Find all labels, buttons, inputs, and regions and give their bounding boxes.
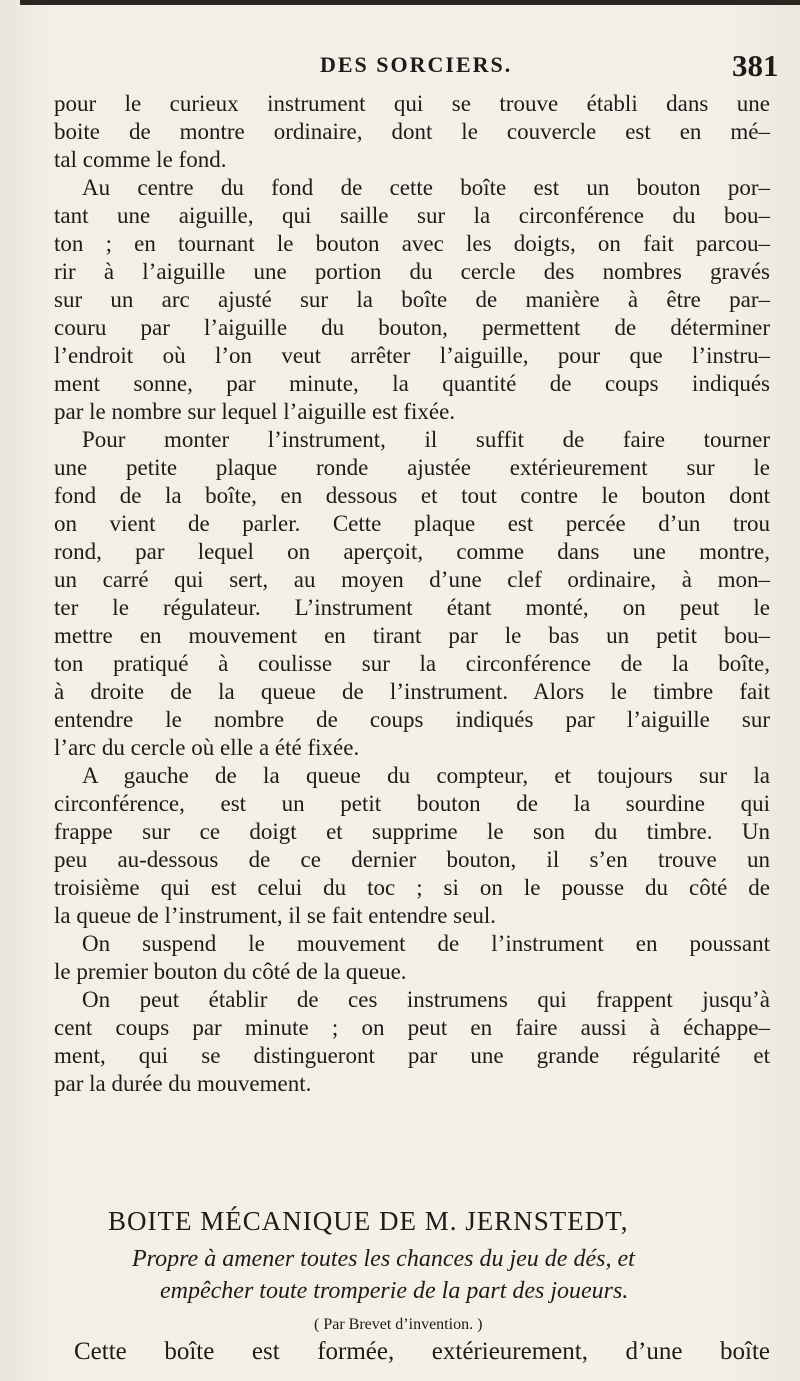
text-line: mettre en mouvement en tirant par le bas un petit bou–	[54, 623, 770, 648]
text-line: fond de la boîte, en dessous et tout contre le bouton dont	[54, 483, 770, 508]
text-line: à droite de la queue de l’instrument. Alors le timbre fait	[54, 679, 770, 704]
text-line: ment sonne, par minute, la quantité de coups indiqués	[54, 371, 770, 396]
text-line: l’endroit où l’on veut arrêter l’aiguille, pour que l’instru–	[54, 343, 770, 368]
running-title: DES SORCIERS.	[320, 52, 513, 77]
text-line: le premier bouton du côté de la queue.	[54, 959, 407, 984]
section-first-line: Cette boîte est formée, extérieurement, d’une boîte	[74, 1338, 770, 1365]
text-line: rir à l’aiguille une portion du cercle des nombres gravés	[54, 259, 770, 284]
text-line: par le nombre sur lequel l’aiguille est fixée.	[54, 399, 456, 424]
text-line: cent coups par minute ; on peut en faire aussi à échappe–	[54, 1015, 770, 1040]
text-line: tal comme le fond.	[54, 147, 227, 172]
text-line: peu au-dessous de ce dernier bouton, il s’en trouve un	[54, 847, 770, 872]
page-number: 381	[732, 48, 779, 83]
section-heading: BOITE MÉCANIQUE DE M. JERNSTEDT,	[108, 1206, 629, 1236]
running-header	[0, 48, 800, 84]
patent-note: ( Par Brevet d’invention. )	[314, 1316, 483, 1333]
text-line: On peut établir de ces instrumens qui frappent jusqu’à	[82, 987, 770, 1012]
text-line: frappe sur ce doigt et supprime le son du timbre. Un	[54, 819, 770, 844]
text-line: un carré qui sert, au moyen d’une clef ordinaire, à mon–	[54, 567, 770, 592]
text-line: ton pratiqué à coulisse sur la circonférence de la boîte,	[54, 651, 770, 676]
text-line: l’arc du cercle où elle a été fixée.	[54, 735, 360, 760]
text-line: tant une aiguille, qui saille sur la circonférence du bou–	[54, 203, 770, 228]
text-line: A gauche de la queue du compteur, et toujours sur la	[82, 763, 770, 788]
text-line: Pour monter l’instrument, il suffit de faire tourner	[82, 427, 770, 452]
text-line: boite de montre ordinaire, dont le couvercle est en mé–	[54, 119, 770, 144]
text-line: sur un arc ajusté sur la boîte de manière à être par–	[54, 287, 770, 312]
text-line: ment, qui se distingueront par une grande régularité et	[54, 1043, 770, 1068]
section-subtitle-line-2: empêcher toute tromperie de la part des joueurs.	[160, 1278, 629, 1304]
text-line: on vient de parler. Cette plaque est percée d’un trou	[54, 511, 770, 536]
text-line: entendre le nombre de coups indiqués par l’aiguille sur	[54, 707, 770, 732]
text-line: troisième qui est celui du toc ; si on le pousse du côté de	[54, 875, 770, 900]
text-line: une petite plaque ronde ajustée extérieurement sur le	[54, 455, 770, 480]
text-line: Au centre du fond de cette boîte est un bouton por–	[82, 175, 770, 200]
section-subtitle-line-1: Propre à amener toutes les chances du jeu de dés, et	[132, 1246, 635, 1272]
text-line: pour le curieux instrument qui se trouve établi dans une	[54, 91, 770, 116]
text-line: la queue de l’instrument, il se fait entendre seul.	[54, 903, 496, 928]
body-text	[54, 90, 770, 1098]
text-line: On suspend le mouvement de l’instrument en poussant	[82, 931, 770, 956]
text-line: par la durée du mouvement.	[54, 1071, 312, 1096]
top-rule	[20, 0, 800, 5]
text-line: rond, par lequel on aperçoit, comme dans une montre,	[54, 539, 770, 564]
text-line: couru par l’aiguille du bouton, permettent de déterminer	[54, 315, 770, 340]
text-line: ton ; en tournant le bouton avec les doigts, on fait parcou–	[54, 231, 770, 256]
text-line: ter le régulateur. L’instrument étant monté, on peut le	[54, 595, 770, 620]
text-line: circonférence, est un petit bouton de la sourdine qui	[54, 791, 770, 816]
